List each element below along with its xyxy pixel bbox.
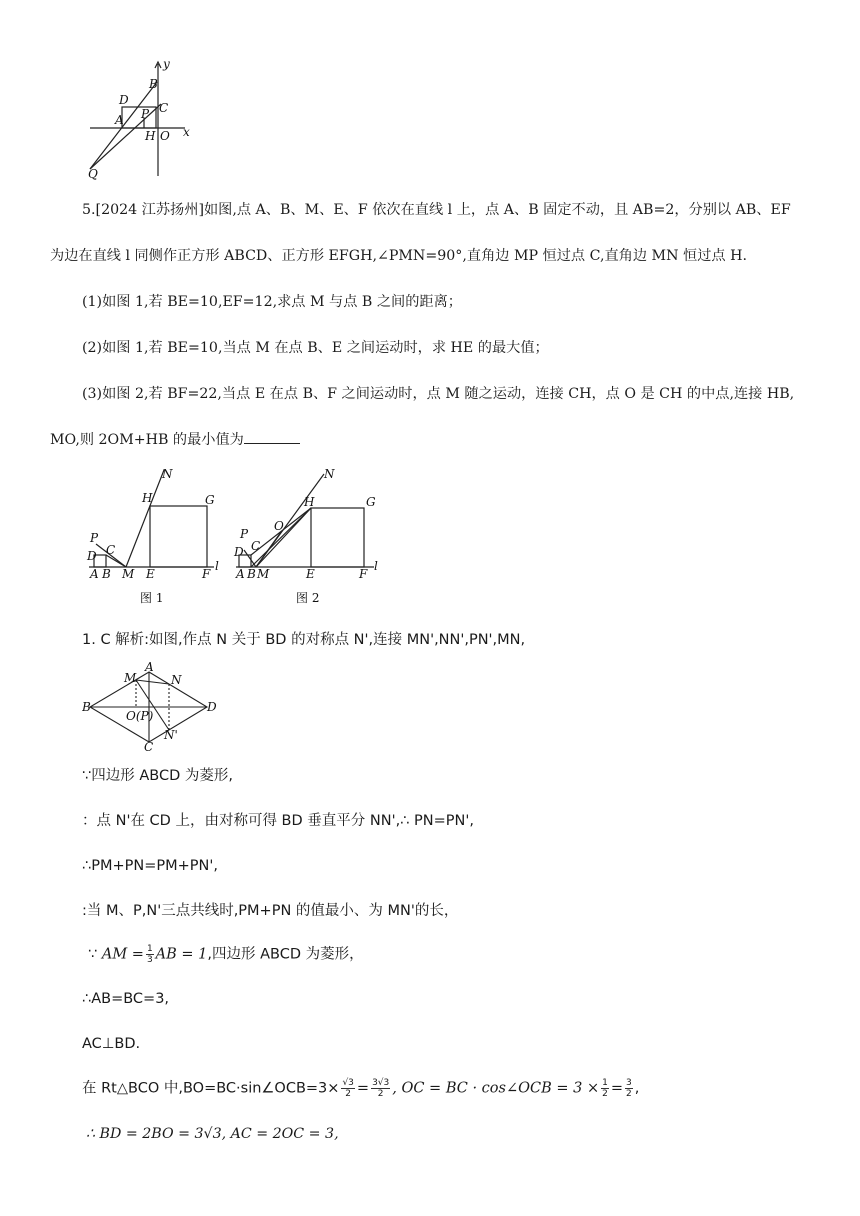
am-term: AM: [101, 946, 128, 963]
fig1-label-g: G: [205, 493, 215, 507]
coordinate-figure: [85, 56, 200, 181]
rhombus-label-a: A: [145, 662, 154, 674]
rhombus-label-o: O(P): [126, 709, 154, 723]
rhombus-label-c: C: [144, 740, 154, 752]
fig2-caption: 图 2: [296, 591, 320, 605]
because-symbol: ∵: [88, 946, 98, 963]
fig1-caption: 图 1: [140, 591, 164, 605]
solution-line1: 1. C 解析:如图,作点 N 关于 BD 的对称点 N',连接 MN',NN',PN',MN,: [82, 632, 526, 648]
solution-line3: ：点 N'在 CD 上，由对称可得 BD 垂直平分 NN',∴ PN=PN',: [82, 813, 474, 829]
fig1-label-l: l: [215, 559, 219, 573]
fig2-label-g: G: [366, 495, 376, 509]
label-a: A: [115, 113, 124, 127]
fig2-label-p: P: [240, 527, 249, 541]
label-p: P: [141, 107, 150, 121]
label-o: O: [160, 129, 170, 143]
solution-line2: ∵四边形 ABCD 为菱形,: [82, 768, 233, 784]
fig2-label-e: E: [306, 567, 315, 581]
fig2-label-m: M: [257, 567, 270, 581]
label-b: B: [149, 77, 158, 91]
rhombus-label-n-prime: N': [164, 728, 178, 742]
fig1-label-f: F: [202, 567, 211, 581]
fig2-label-l: l: [374, 559, 378, 573]
solution-line10: ∴ BD = 2BO = 3√3, AC = 2OC = 3,: [86, 1126, 339, 1142]
solution-line6-tail: ,四边形 ABCD 为菱形，: [207, 946, 364, 963]
fraction-3sqrt3-over-2: $\frac{3√3}{2}$: [372, 1078, 390, 1099]
fraction-one-third: $\frac{1}{3}$: [146, 944, 153, 965]
fraction-sqrt3-over-2: $\frac{√3}{2}$: [342, 1078, 354, 1099]
label-c: C: [159, 101, 169, 115]
solution-line5: :当 M、P,N'三点共线时,PM+PN 的值最小、为 MN'的长，: [82, 903, 459, 919]
question-2: (2)如图 1,若 BE=10,当点 M 在点 B、E 之间运动时，求 HE 的最大值；: [82, 340, 549, 356]
solution-line4: ∴PM+PN=PM+PN',: [82, 858, 218, 874]
fig2-label-n: N: [324, 467, 335, 481]
fig1-label-m: M: [122, 567, 135, 581]
fig1-label-c: C: [106, 543, 116, 557]
fig1-label-a: A: [90, 567, 99, 581]
fraction-three-halves: $\frac{3}{2}$: [626, 1078, 632, 1099]
fig2-label-f: F: [359, 567, 368, 581]
fig1-label-d: D: [87, 549, 97, 563]
fraction-one-half: $\frac{1}{2}$: [602, 1078, 608, 1099]
rhombus-figure: [82, 662, 217, 752]
question-3-text: MO,则 2OM+HB 的最小值为: [50, 432, 244, 448]
am-value: = 1: [181, 946, 208, 963]
fig1-label-n: N: [162, 467, 173, 481]
question-3-line2: [50, 430, 300, 450]
label-x: x: [183, 125, 190, 139]
ab-term: AB: [155, 946, 177, 963]
fig1-label-e: E: [146, 567, 155, 581]
fig1-label-h: H: [142, 491, 153, 505]
fig2-label-b: B: [247, 567, 256, 581]
fig2-label-h: H: [304, 495, 315, 509]
rhombus-label-b: B: [82, 700, 91, 714]
oc-formula: , OC = BC · cos∠OCB = 3 ×: [392, 1080, 600, 1097]
fig2-label-d: D: [234, 545, 244, 559]
question-3-line1: (3)如图 2,若 BF=22,当点 E 在点 B、F 之间运动时，点 M 随之运动，连接 CH，点 O 是 CH 的中点,连接 HB,: [82, 386, 795, 402]
solution-line7: ∴AB=BC=3,: [82, 991, 170, 1007]
label-y: y: [163, 57, 170, 71]
rhombus-label-m: M: [124, 671, 137, 685]
problem5-line1: 5.[2024 江苏扬州]如图,点 A、B、M、E、F 依次在直线 l 上，点 A、B 固定不动，且 AB=2，分别以 AB、EF: [82, 202, 791, 218]
solution-line6: ∵ AM = $\frac{1}{3}$ AB = 1,四边形 ABCD 为菱形，: [88, 944, 364, 965]
rhombus-label-n: N: [171, 673, 182, 687]
fig2-label-o: O: [274, 519, 284, 533]
solution-line9: 在 Rt△BCO 中,BO=BC·sin∠OCB=3× $\frac{√3}{2}$ = $\frac{3√3}{2}$ , OC = BC · cos∠OCB = 3 × $\frac{1}{2}$ = $\frac{3}{2}$ ,: [82, 1078, 640, 1099]
problem5-line2: 为边在直线 l 同侧作正方形 ABCD、正方形 EFGH,∠PMN=90°,直角边 MP 恒过点 C,直角边 MN 恒过点 H.: [50, 248, 747, 264]
fig1-label-p: P: [90, 531, 99, 545]
squares-figures: [84, 466, 384, 611]
bo-formula: 在 Rt△BCO 中,BO=BC·sin∠OCB=3×: [82, 1080, 340, 1097]
label-q: Q: [88, 167, 98, 181]
fig1-label-b: B: [102, 567, 111, 581]
label-h: H: [145, 129, 156, 143]
fig2-label-c: C: [251, 539, 261, 553]
rhombus-label-d: D: [207, 700, 217, 714]
fig2-label-a: A: [236, 567, 245, 581]
question-1: (1)如图 1,若 BE=10,EF=12,求点 M 与点 B 之间的距离；: [82, 294, 462, 310]
answer-blank: [244, 431, 300, 444]
label-d: D: [119, 93, 129, 107]
solution-line8: AC⊥BD.: [82, 1036, 141, 1052]
